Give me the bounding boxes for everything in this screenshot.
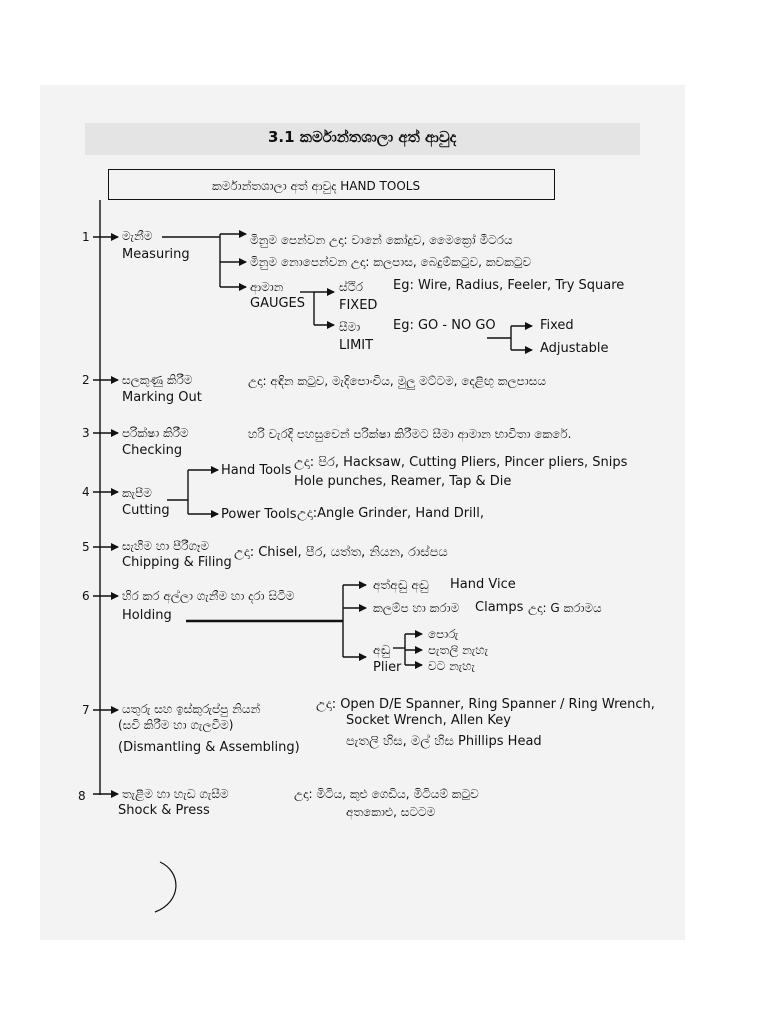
section-title-en: Cutting — [122, 503, 170, 518]
dismantling-line-1: උදා: Open D/E Spanner, Ring Spanner / Ring Wrench, — [316, 697, 655, 712]
section-title-en: Shock & Press — [118, 803, 210, 818]
hand-tools-label: Hand Tools — [221, 463, 292, 478]
plier-en: Plier — [373, 660, 402, 675]
limit-si: සීමා — [339, 320, 361, 334]
marking-text: උදා: අඳින කටුව, මැදිපොංචිය, මුලු මට්ටම, දෙළිඟු කලපාසය — [248, 374, 546, 388]
fixed-example: Eg: Wire, Radius, Feeler, Try Square — [393, 278, 625, 293]
dismantling-line-3: පැතලි හිස, මල් හිස Phillips Head — [346, 734, 542, 749]
plier-si: අඬු — [373, 643, 391, 657]
section-title-si: සැහීම හා පීරීගෑම — [122, 539, 209, 553]
power-tools-label: Power Tools — [221, 507, 297, 522]
section-title-si: සලකුණු කිරීම — [122, 373, 193, 387]
limit-fixed: Fixed — [540, 318, 574, 333]
section-title-si: මැනීම — [122, 229, 153, 243]
section-title-si: යතුරු සහ ඉස්කුරුප්පු නියන් — [122, 702, 261, 716]
gauges-en: GAUGES — [250, 296, 306, 311]
power-tools-text: උදා:Angle Grinder, Hand Drill, — [297, 506, 485, 521]
checking-text: හරි වැරදි පහසුවෙන් පරික්ෂා කිරීමට සීමා ආමාන භාවිතා කෙරේ. — [248, 427, 572, 441]
measuring-line-2: මිනුම නොපෙන්වන උදා: කලපාස, බෙදුම්කටුව, කවකටුව — [250, 255, 532, 269]
section-title-si: පරික්ෂා කිරීම — [122, 426, 189, 440]
measuring-line-1: මිනුම පෙන්වන උදා: වානේ කෝදුව, මෛක්‍රෝ මීටරය — [250, 233, 513, 247]
section-number: 7 — [82, 703, 90, 717]
plier-type: වට නැහැ — [428, 659, 475, 673]
section-title-en: Checking — [122, 443, 183, 458]
header-title: කර්මාන්තශාලා අත් ආවුද HAND TOOLS — [212, 179, 421, 193]
shock-line-1: උදා: මිටිය, කුළු ගෙඩිය, මිටියම් කටුව — [294, 787, 479, 801]
section-title-en: (Dismantling & Assembling) — [118, 740, 300, 755]
shock-line-2: අතකොළු, සටටම — [346, 805, 436, 819]
section-number: 1 — [82, 230, 90, 244]
dismantling-line-2: Socket Wrench, Allen Key — [346, 713, 511, 728]
section-number: 4 — [82, 485, 90, 499]
section-number: 6 — [82, 589, 90, 603]
section-title-si: හිර කර අල්ලා ගැනීම හා දරා සිටීම — [122, 589, 295, 603]
section-number: 3 — [82, 426, 90, 440]
section-title-en: Chipping & Filing — [122, 555, 232, 570]
chipping-text: උදා: Chisel, පීර, යත්ත, නියන, රාස්පය — [234, 545, 448, 560]
limit-en: LIMIT — [339, 338, 374, 353]
section-title-si: කැපීම — [122, 486, 152, 500]
section-number: 8 — [78, 789, 86, 803]
plier-type: පැතලි නැහැ — [428, 643, 489, 657]
fixed-en: FIXED — [339, 298, 378, 313]
vice-si: අත්අඬු අඬු — [373, 578, 429, 592]
page-title: 3.1 කර්මාන්තශාලා අත් ආවුද — [268, 128, 457, 146]
section-number: 2 — [82, 373, 90, 387]
section-title-en: Holding — [122, 608, 172, 623]
section-title-si-2: (සවි කිරීම හා ගැලවීම) — [118, 718, 234, 732]
section-number: 5 — [82, 540, 90, 554]
limit-example: Eg: GO - NO GO — [393, 318, 496, 333]
hand-tools-line-1: උදා: පිර, Hacksaw, Cutting Pliers, Pincer pliers, Snips — [294, 455, 628, 470]
section-title-si: තැළීම හා හැඩ ගැසීම — [122, 787, 229, 801]
section-title-en: Marking Out — [122, 390, 202, 405]
section-title-en: Measuring — [122, 247, 190, 262]
limit-adjustable: Adjustable — [540, 341, 609, 356]
clamp-example: උදා: G කරාමය — [528, 601, 602, 615]
fixed-si: ස්ථිර — [339, 280, 364, 294]
gauges-si: ආමාන — [250, 280, 284, 294]
clamp-si: කලම්ප හා කරාම — [373, 601, 460, 615]
plier-type: පොරු — [428, 627, 459, 641]
vice-en: Hand Vice — [450, 577, 516, 592]
hand-tools-line-2: Hole punches, Reamer, Tap & Die — [294, 474, 512, 489]
clamp-en: Clamps — [475, 600, 524, 615]
